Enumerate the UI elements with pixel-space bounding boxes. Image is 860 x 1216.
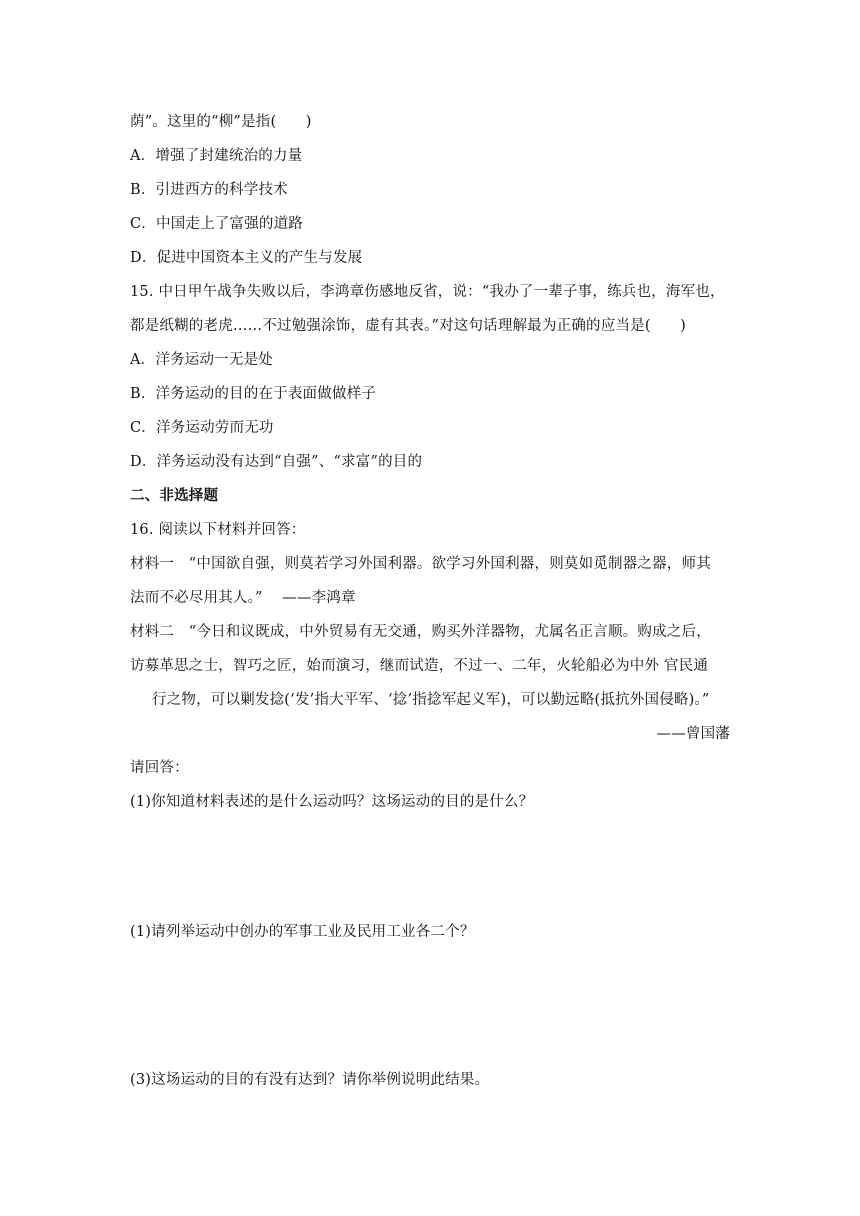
sub-question-1: (1)你知道材料表述的是什么运动吗？这场运动的目的是什么？ <box>130 794 534 810</box>
q15-stem-line-2: 都是纸糊的老虎……不过勉强涂饰，虚有其表。”对这句话理解最为正确的应当是( ) <box>130 318 686 334</box>
q14-option-c: C．中国走上了富强的道路 <box>130 216 303 232</box>
material-2-source: ——曾国藩 <box>656 726 730 742</box>
q15-stem-line-1: 15. 中日甲午战争失败以后，李鸿章伤感地反省，说：“我办了一辈子事，练兵也，海军也， <box>130 284 725 300</box>
q14-option-d: D．促进中国资本主义的产生与发展 <box>130 250 363 266</box>
material-2-line-2: 访募革思之士，智巧之匠，始而演习，继而试造，不过一、二年，火轮船必为中外 官民通 <box>130 658 709 674</box>
material-1-line-1: 材料一 “中国欲自强，则莫若学习外国利器。欲学习外国利器，则莫如觅制器之器，师其 <box>130 556 711 572</box>
answer-prompt: 请回答： <box>130 760 189 776</box>
material-2-line-1: 材料二 “今日和议既成，中外贸易有无交通，购买外洋器物，尤属名正言顺。购成之后， <box>130 624 711 640</box>
q14-option-a: A．增强了封建统治的力量 <box>130 148 303 164</box>
q14-option-b: B．引进西方的科学技术 <box>130 182 288 198</box>
sub-question-2: (1)请列举运动中创办的军事工业及民用工业各二个？ <box>130 924 475 940</box>
material-1-line-2: 法而不必尽用其人。” ——李鸿章 <box>130 590 356 606</box>
sub-question-3: (3)这场运动的目的有没有达到？请你举例说明此结果。 <box>130 1072 490 1088</box>
q15-option-c: C．洋务运动劳而无功 <box>130 420 274 436</box>
material-2-line-3: 行之物，可以剿发捻(‘发’指大平军、‘捻’指捻军起义军)，可以勤远略(抵抗外国侵略)。” <box>152 692 710 708</box>
q16-intro: 16. 阅读以下材料并回答： <box>130 522 306 538</box>
q14-stem-continuation: 荫”。这里的“柳”是指( ) <box>130 114 312 130</box>
q15-option-b: B．洋务运动的目的在于表面做做样子 <box>130 386 377 402</box>
q15-option-d: D．洋务运动没有达到“自强”、“求富”的目的 <box>130 454 423 470</box>
section-heading: 二、非选择题 <box>130 487 219 504</box>
q15-option-a: A．洋务运动一无是处 <box>130 352 273 368</box>
